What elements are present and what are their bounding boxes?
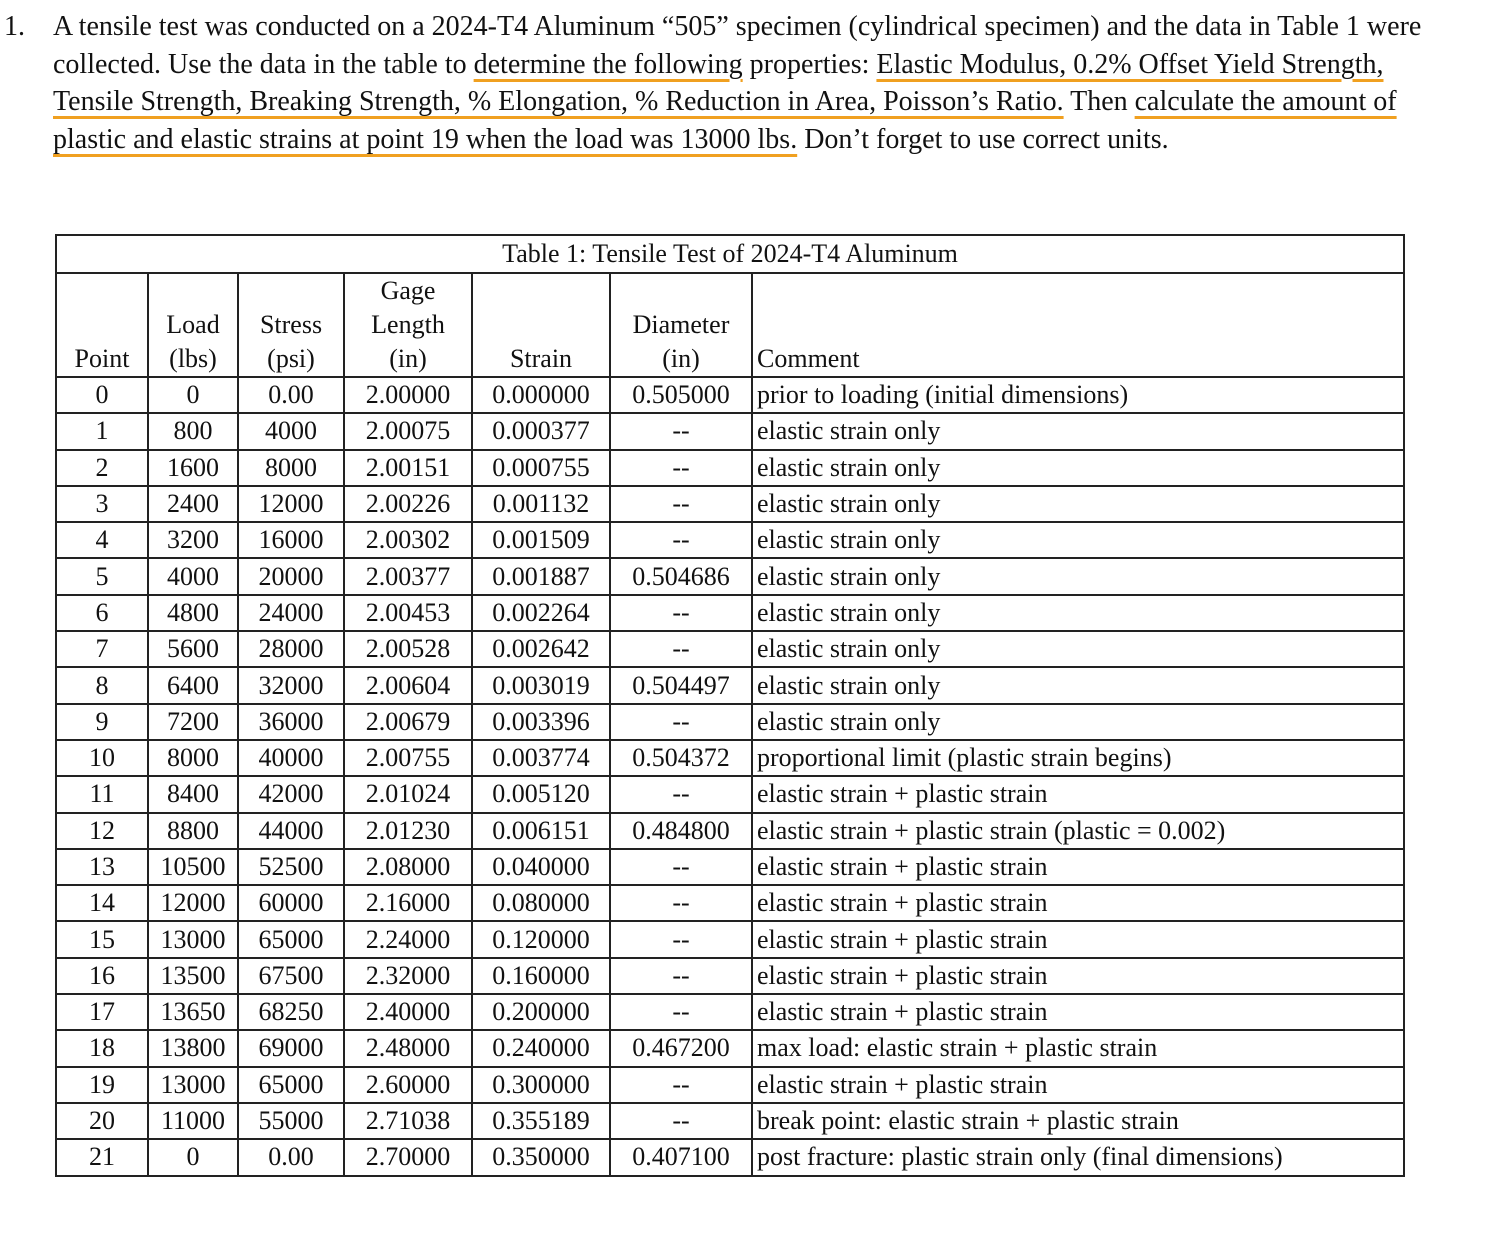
header-line: Comment [757, 344, 860, 373]
cell-diameter: 0.467200 [610, 1030, 752, 1066]
cell-gage-length: 2.00755 [344, 740, 472, 776]
cell-diameter: -- [610, 776, 752, 812]
cell-diameter: -- [610, 413, 752, 449]
header-line: Strain [509, 344, 573, 373]
underlined-phrase: calculate the amount of plastic and elastic strains at point 19 when the load was 13000 lbs. [53, 86, 1397, 155]
header-comment [752, 273, 1404, 377]
cell-gage-length: 2.00226 [344, 486, 472, 522]
cell-load: 10500 [148, 849, 238, 885]
problem-text [53, 8, 1470, 158]
header-stress [238, 273, 344, 377]
cell-comment: max load: elastic strain + plastic strain [752, 1030, 1404, 1066]
cell-gage-length: 2.00679 [344, 704, 472, 740]
header-line: Diameter [632, 310, 730, 339]
table-row [56, 1103, 1404, 1139]
cell-comment: elastic strain + plastic strain [752, 885, 1404, 921]
cell-gage-length: 2.00528 [344, 631, 472, 667]
table-row [56, 740, 1404, 776]
cell-point: 3 [56, 486, 148, 522]
cell-point: 9 [56, 704, 148, 740]
cell-load: 13000 [148, 1067, 238, 1103]
table-row [56, 849, 1404, 885]
cell-load: 6400 [148, 667, 238, 703]
cell-diameter: -- [610, 994, 752, 1030]
cell-stress: 12000 [238, 486, 344, 522]
header-line: (in) [662, 344, 700, 373]
header-line: (in) [389, 344, 427, 373]
cell-gage-length: 2.40000 [344, 994, 472, 1030]
cell-strain: 0.160000 [472, 958, 610, 994]
cell-diameter: -- [610, 631, 752, 667]
cell-point: 17 [56, 994, 148, 1030]
table-row [56, 958, 1404, 994]
cell-strain: 0.300000 [472, 1067, 610, 1103]
cell-comment: elastic strain + plastic strain [752, 958, 1404, 994]
cell-point: 13 [56, 849, 148, 885]
cell-diameter: -- [610, 486, 752, 522]
cell-comment: elastic strain + plastic strain [752, 1067, 1404, 1103]
cell-diameter: 0.504686 [610, 558, 752, 594]
cell-load: 13500 [148, 958, 238, 994]
cell-stress: 8000 [238, 450, 344, 486]
header-point [56, 273, 148, 377]
cell-load: 11000 [148, 1103, 238, 1139]
cell-load: 0 [148, 1139, 238, 1175]
cell-load: 0 [148, 377, 238, 413]
table-row [56, 522, 1404, 558]
cell-point: 0 [56, 377, 148, 413]
cell-gage-length: 2.00377 [344, 558, 472, 594]
text-segment: properties: [742, 48, 877, 80]
cell-comment: elastic strain only [752, 413, 1404, 449]
cell-strain: 0.003019 [472, 667, 610, 703]
table-row [56, 413, 1404, 449]
header-line: Length [371, 310, 445, 339]
table-row [56, 450, 1404, 486]
cell-load: 12000 [148, 885, 238, 921]
cell-gage-length: 2.70000 [344, 1139, 472, 1175]
header-load [148, 273, 238, 377]
cell-strain: 0.120000 [472, 921, 610, 957]
cell-load: 8400 [148, 776, 238, 812]
cell-load: 13650 [148, 994, 238, 1030]
cell-gage-length: 2.00453 [344, 595, 472, 631]
header-line: Gage [380, 276, 436, 305]
table-row [56, 595, 1404, 631]
cell-point: 20 [56, 1103, 148, 1139]
cell-stress: 65000 [238, 921, 344, 957]
cell-strain: 0.001132 [472, 486, 610, 522]
cell-gage-length: 2.32000 [344, 958, 472, 994]
cell-comment: post fracture: plastic strain only (final dimensions) [752, 1139, 1404, 1175]
cell-stress: 0.00 [238, 377, 344, 413]
cell-stress: 52500 [238, 849, 344, 885]
cell-stress: 68250 [238, 994, 344, 1030]
cell-strain: 0.240000 [472, 1030, 610, 1066]
table-row [56, 667, 1404, 703]
table-row [56, 377, 1404, 413]
cell-diameter: -- [610, 522, 752, 558]
cell-stress: 0.00 [238, 1139, 344, 1175]
cell-diameter: -- [610, 704, 752, 740]
cell-load: 8000 [148, 740, 238, 776]
cell-load: 1600 [148, 450, 238, 486]
cell-stress: 69000 [238, 1030, 344, 1066]
cell-strain: 0.040000 [472, 849, 610, 885]
cell-strain: 0.006151 [472, 813, 610, 849]
table-row [56, 813, 1404, 849]
header-strain [472, 273, 610, 377]
header-diameter [610, 273, 752, 377]
cell-point: 16 [56, 958, 148, 994]
cell-stress: 42000 [238, 776, 344, 812]
header-line: Stress [259, 310, 323, 339]
cell-comment: elastic strain only [752, 486, 1404, 522]
table-row [56, 776, 1404, 812]
cell-load: 3200 [148, 522, 238, 558]
cell-strain: 0.000000 [472, 377, 610, 413]
cell-comment: elastic strain + plastic strain [752, 849, 1404, 885]
cell-strain: 0.001509 [472, 522, 610, 558]
cell-comment: elastic strain only [752, 704, 1404, 740]
cell-comment: elastic strain only [752, 595, 1404, 631]
cell-gage-length: 2.00604 [344, 667, 472, 703]
problem-number: 1. [4, 11, 25, 42]
cell-stress: 16000 [238, 522, 344, 558]
text-segment: Don’t forget to use correct units. [797, 123, 1169, 155]
cell-diameter: 0.484800 [610, 813, 752, 849]
cell-comment: elastic strain + plastic strain [752, 921, 1404, 957]
cell-stress: 40000 [238, 740, 344, 776]
cell-gage-length: 2.00151 [344, 450, 472, 486]
cell-diameter: -- [610, 1103, 752, 1139]
cell-diameter: 0.504497 [610, 667, 752, 703]
cell-diameter: -- [610, 958, 752, 994]
cell-point: 4 [56, 522, 148, 558]
cell-point: 5 [56, 558, 148, 594]
cell-load: 800 [148, 413, 238, 449]
cell-point: 19 [56, 1067, 148, 1103]
cell-diameter: -- [610, 885, 752, 921]
table-row [56, 1030, 1404, 1066]
cell-stress: 65000 [238, 1067, 344, 1103]
cell-point: 18 [56, 1030, 148, 1066]
cell-strain: 0.355189 [472, 1103, 610, 1139]
cell-load: 2400 [148, 486, 238, 522]
cell-load: 8800 [148, 813, 238, 849]
cell-point: 14 [56, 885, 148, 921]
cell-comment: elastic strain only [752, 522, 1404, 558]
cell-diameter: -- [610, 595, 752, 631]
cell-comment: proportional limit (plastic strain begins) [752, 740, 1404, 776]
cell-load: 7200 [148, 704, 238, 740]
table-row [56, 704, 1404, 740]
cell-load: 13800 [148, 1030, 238, 1066]
cell-diameter: -- [610, 450, 752, 486]
problem-statement [0, 8, 1470, 158]
cell-stress: 55000 [238, 1103, 344, 1139]
cell-gage-length: 2.01024 [344, 776, 472, 812]
table-row [56, 921, 1404, 957]
cell-stress: 36000 [238, 704, 344, 740]
table-title: Table 1: Tensile Test of 2024-T4 Aluminum [56, 235, 1404, 273]
cell-strain: 0.005120 [472, 776, 610, 812]
cell-diameter: 0.505000 [610, 377, 752, 413]
cell-gage-length: 2.00302 [344, 522, 472, 558]
cell-strain: 0.350000 [472, 1139, 610, 1175]
cell-gage-length: 2.08000 [344, 849, 472, 885]
cell-comment: elastic strain + plastic strain [752, 776, 1404, 812]
table-row [56, 1067, 1404, 1103]
cell-stress: 67500 [238, 958, 344, 994]
cell-load: 4800 [148, 595, 238, 631]
cell-stress: 20000 [238, 558, 344, 594]
cell-point: 8 [56, 667, 148, 703]
cell-stress: 32000 [238, 667, 344, 703]
cell-comment: prior to loading (initial dimensions) [752, 377, 1404, 413]
cell-strain: 0.200000 [472, 994, 610, 1030]
table-row [56, 1139, 1404, 1175]
text-segment: A tensile test was conducted on a 2024-T4 Aluminum “505” specimen (cylindrical specimen) and the data in Table 1 were collected. Use the data in the table to [53, 11, 1422, 80]
cell-comment: elastic strain only [752, 667, 1404, 703]
cell-gage-length: 2.00075 [344, 413, 472, 449]
cell-point: 10 [56, 740, 148, 776]
cell-stress: 28000 [238, 631, 344, 667]
table-row [56, 994, 1404, 1030]
cell-point: 2 [56, 450, 148, 486]
cell-gage-length: 2.48000 [344, 1030, 472, 1066]
cell-gage-length: 2.00000 [344, 377, 472, 413]
cell-load: 5600 [148, 631, 238, 667]
cell-point: 12 [56, 813, 148, 849]
header-line: Load [166, 310, 220, 339]
underlined-phrase: determine the following [473, 48, 743, 80]
table-header-row [56, 273, 1404, 377]
cell-strain: 0.080000 [472, 885, 610, 921]
table-row [56, 558, 1404, 594]
cell-point: 6 [56, 595, 148, 631]
cell-point: 21 [56, 1139, 148, 1175]
table-row [56, 631, 1404, 667]
cell-comment: elastic strain + plastic strain [752, 994, 1404, 1030]
cell-strain: 0.002264 [472, 595, 610, 631]
header-gage-length [344, 273, 472, 377]
header-line: Point [74, 344, 130, 373]
cell-stress: 60000 [238, 885, 344, 921]
cell-gage-length: 2.16000 [344, 885, 472, 921]
cell-strain: 0.001887 [472, 558, 610, 594]
cell-strain: 0.002642 [472, 631, 610, 667]
cell-strain: 0.003774 [472, 740, 610, 776]
cell-point: 1 [56, 413, 148, 449]
cell-gage-length: 2.60000 [344, 1067, 472, 1103]
cell-load: 4000 [148, 558, 238, 594]
cell-diameter: 0.407100 [610, 1139, 752, 1175]
cell-load: 13000 [148, 921, 238, 957]
cell-strain: 0.000377 [472, 413, 610, 449]
header-line: (lbs) [169, 344, 217, 373]
cell-point: 11 [56, 776, 148, 812]
cell-stress: 24000 [238, 595, 344, 631]
table-row [56, 486, 1404, 522]
cell-comment: break point: elastic strain + plastic strain [752, 1103, 1404, 1139]
cell-diameter: -- [610, 849, 752, 885]
cell-gage-length: 2.71038 [344, 1103, 472, 1139]
header-line: (psi) [267, 344, 315, 373]
tensile-test-table [55, 234, 1405, 1177]
cell-comment: elastic strain + plastic strain (plastic = 0.002) [752, 813, 1404, 849]
cell-stress: 44000 [238, 813, 344, 849]
cell-comment: elastic strain only [752, 450, 1404, 486]
cell-strain: 0.000755 [472, 450, 610, 486]
cell-gage-length: 2.01230 [344, 813, 472, 849]
cell-point: 7 [56, 631, 148, 667]
table-row [56, 885, 1404, 921]
cell-strain: 0.003396 [472, 704, 610, 740]
text-segment: Then [1063, 86, 1135, 117]
cell-point: 15 [56, 921, 148, 957]
cell-gage-length: 2.24000 [344, 921, 472, 957]
cell-diameter: -- [610, 921, 752, 957]
cell-comment: elastic strain only [752, 558, 1404, 594]
cell-diameter: 0.504372 [610, 740, 752, 776]
cell-diameter: -- [610, 1067, 752, 1103]
underlined-phrase: Elastic Modulus, 0.2% Offset Yield Strength, Tensile Strength, Breaking Strength, % Elongation, % Reduction in Area, Poisson’s Ratio. [53, 48, 1384, 117]
cell-comment: elastic strain only [752, 631, 1404, 667]
cell-stress: 4000 [238, 413, 344, 449]
